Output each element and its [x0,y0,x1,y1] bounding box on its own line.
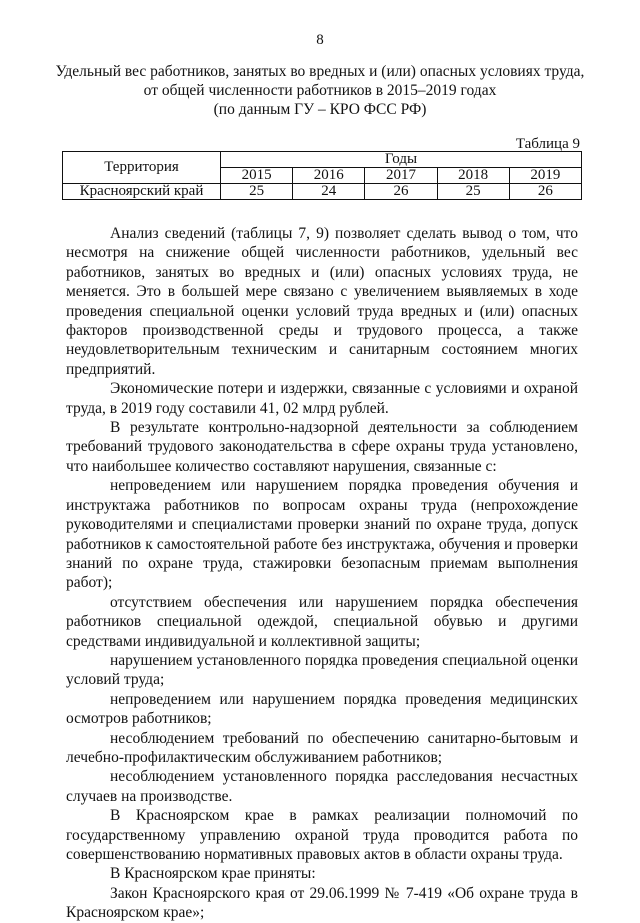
year-cell: 2016 [293,168,365,184]
document-title [50,62,590,119]
value-cell: 25 [221,184,293,200]
paragraph: Анализ сведений (таблицы 7, 9) позволяет сделать вывод о том, что несмотря на снижение общей численности работников, удельный вес работников, занятых во вредных и (или) опасных условиях труда, не меняется. Это в большей мере связано с увеличением выявляемых в ходе проведения специальной оценки условий труда вредных и (или) опасных факторов производственной среды и трудового процесса, а также неудовлетворительным техническим и санитарным состоянием многих предприятий. [66,225,578,378]
page-number: 8 [316,32,324,48]
data-table [62,151,582,200]
table-label: Таблица 9 [515,136,580,152]
paragraph: В результате контрольно-надзорной деятельности за соблюдением требований трудового законодательства в сфере охраны труда установлено, что наибольшее количество составляют нарушения, связанные с: [66,419,578,475]
year-cell: 2018 [437,168,509,184]
paragraph: нарушением установленного порядка проведения специальной оценки условий труда; [66,651,578,689]
title-line-1: Удельный вес работников, занятых во вредных и (или) опасных условиях труда, [55,63,585,80]
paragraph: Закон Красноярского края от 29.06.1999 № 7-419 «Об охране труда в Красноярском крае»; [66,884,578,922]
paragraph: В Красноярском крае приняты: [110,865,316,883]
body-text [66,224,578,923]
paragraph: В Красноярском крае в рамках реализации полномочий по государственному управлению охраной труда проводится работа по совершенствованию нормативных правовых актов в области охраны труда. [66,807,578,863]
paragraph: несоблюдением требований по обеспечению санитарно-бытовым и лечебно-профилактическим обслуживанием работников; [66,729,578,766]
paragraph: Экономические потери и издержки, связанные с условиями и охраной труда, в 2019 году составили 41, 02 млрд рублей. [66,380,578,417]
paragraph: непроведением или нарушением порядка проведения обучения и инструктажа работников по вопросам охраны труда (непрохождение руководителями и специалистами проверки знаний по охране труда, допуск работников к самостоятельной работе без инструктажа, обучения и проверки знаний по охране труда, стажировки безопасным приемам выполнения работ); [66,477,578,592]
value-cell: 24 [293,184,365,200]
year-cell: 2017 [365,168,437,184]
paragraph: отсутствием обеспечения или нарушением порядка обеспечения работников специальной одеждой, специальной обувью и другими средствами индивидуальной и коллективной защиты; [66,593,578,650]
title-line-3: (по данным ГУ – КРО ФСС РФ) [213,101,427,118]
value-cell: 26 [365,184,437,200]
paragraph: несоблюдением установленного порядка расследования несчастных случаев на производстве. [66,768,578,805]
paragraph: непроведением или нарушением порядка проведения медицинских осмотров работников; [66,690,578,728]
header-years: Годы [221,152,582,168]
table-header-row [63,152,582,168]
year-cell: 2019 [509,168,581,184]
table-row [63,184,582,200]
year-cell: 2015 [221,168,293,184]
value-cell: 26 [509,184,581,200]
value-cell: 25 [437,184,509,200]
row-label: Красноярский край [63,184,221,200]
title-line-2: от общей численности работников в 2015–2019 годах [143,82,497,99]
header-territory: Территория [63,152,221,184]
